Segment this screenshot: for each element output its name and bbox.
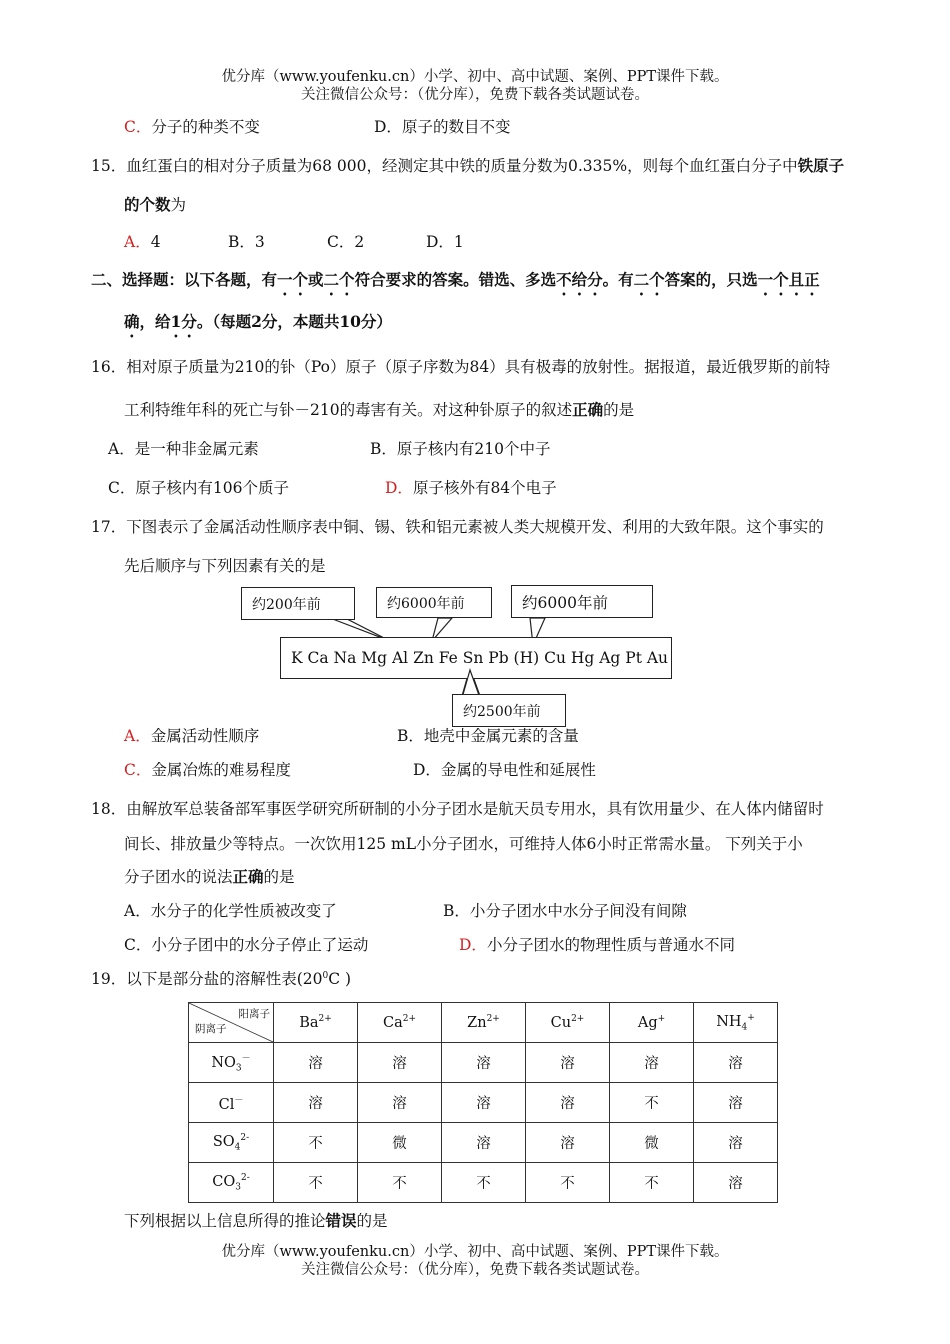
table-cell: 不 — [610, 1083, 694, 1123]
table-row — [189, 1123, 778, 1163]
q14-option-c: C．分子的种类不变 — [124, 118, 260, 136]
anion-header: $CO_3^{2-}$ — [189, 1163, 274, 1203]
cation-header: $Cu^{2+}$ — [526, 1003, 610, 1043]
table-cell: 溶 — [442, 1123, 526, 1163]
table-cell: 溶 — [274, 1043, 358, 1083]
callout-6000-years-b: 约6000年前 — [511, 585, 653, 618]
callout-6000-years-a: 约6000年前 — [376, 587, 492, 618]
q18-stem-line3: 分子团水的说法正确的是 — [124, 867, 295, 886]
cation-header: $Ba^{2+}$ — [274, 1003, 358, 1043]
q16-stem-line2: 工利特维年科的死亡与钋－210的毒害有关。对这种钋原子的叙述正确的是 — [124, 400, 635, 419]
table-cell: 不 — [274, 1123, 358, 1163]
table-row — [189, 1083, 778, 1123]
anion-header: Cl－ — [189, 1083, 274, 1123]
q17-option-b: B．地壳中金属元素的含量 — [397, 727, 579, 745]
table-corner-cell — [189, 1003, 274, 1043]
table-cell: 溶 — [526, 1123, 610, 1163]
solubility-table — [188, 1002, 778, 1203]
q15-stem-line2: 的个数为 — [124, 195, 187, 214]
page-header-line2: 关注微信公众号：（优分库），免费下载各类试题试卷。 — [301, 87, 649, 103]
q18-option-d: D．小分子团水的物理性质与普通水不同 — [459, 936, 735, 954]
page-footer-line1: 优分库（www.youfenku.cn）小学、初中、高中试题、案例、PPT课件下载。 — [221, 1244, 729, 1260]
q15-option-c: C．2 — [327, 233, 365, 251]
q16-option-d: D．原子核外有84个电子 — [385, 479, 557, 497]
table-cell: 溶 — [610, 1043, 694, 1083]
q17-stem-line1: 17．下图表示了金属活动性顺序表中铜、锡、铁和铝元素被人类大规模开发、利用的大致年限。这个事实的 — [91, 518, 824, 536]
cation-header: $NH_4^+$ — [694, 1003, 778, 1043]
table-row — [189, 1043, 778, 1083]
q15-option-b: B．3 — [228, 233, 265, 251]
q14-option-d: D．原子的数目不变 — [374, 118, 511, 136]
anion-header: $NO_3^-$ — [189, 1043, 274, 1083]
page-header-line1: 优分库（www.youfenku.cn）小学、初中、高中试题、案例、PPT课件下载。 — [221, 69, 729, 85]
q18-option-b: B．小分子团水中水分子间没有间隙 — [443, 902, 687, 920]
table-cell: 不 — [442, 1163, 526, 1203]
q15-stem-line1: 15．血红蛋白的相对分子质量为68 000，经测定其中铁的质量分数为0.335%，则每个血红蛋白分子中铁原子 — [91, 156, 845, 175]
table-cell: 溶 — [358, 1083, 442, 1123]
q17-option-d: D．金属的导电性和延展性 — [413, 761, 596, 779]
q19-stem: 19．以下是部分盐的溶解性表($20^0C$ ) — [91, 970, 352, 988]
q16-option-b: B．原子核内有210个中子 — [370, 440, 551, 458]
table-cell: 不 — [358, 1163, 442, 1203]
q16-stem-line1: 16．相对原子质量为210的钋（Po）原子（原子序数为84）具有极毒的放射性。据报道，最近俄罗斯的前特 — [91, 358, 831, 376]
table-cell: 溶 — [274, 1083, 358, 1123]
table-cell: 溶 — [358, 1043, 442, 1083]
table-row — [189, 1163, 778, 1203]
q16-option-a: A．是一种非金属元素 — [108, 440, 259, 458]
corner-cation-label: 阳离子 — [238, 1008, 270, 1020]
metal-activity-series: K Ca Na Mg Al Zn Fe Sn Pb (H) Cu Hg Ag Pt Au — [280, 637, 672, 679]
q18-stem-line2: 间长、排放量少等特点。一次饮用125 mL小分子团水，可维持人体6小时正常需水量。 下列关于小 — [124, 835, 803, 853]
table-cell: 溶 — [694, 1163, 778, 1203]
q18-option-c: C．小分子团中的水分子停止了运动 — [124, 936, 369, 954]
table-header-row — [189, 1003, 778, 1043]
q15-option-a: A．4 — [124, 233, 161, 251]
page-footer-line2: 关注微信公众号：（优分库），免费下载各类试题试卷。 — [301, 1262, 649, 1278]
cation-header: $Zn^{2+}$ — [442, 1003, 526, 1043]
anion-header: $SO_4^{2-}$ — [189, 1123, 274, 1163]
cation-header: $Ca^{2+}$ — [358, 1003, 442, 1043]
table-cell: 溶 — [442, 1043, 526, 1083]
q18-option-a: A．水分子的化学性质被改变了 — [124, 902, 337, 920]
q17-stem-line2: 先后顺序与下列因素有关的是 — [124, 557, 326, 575]
callout-200-years: 约200年前 — [241, 587, 355, 620]
table-cell: 不 — [526, 1163, 610, 1203]
q17-option-a: A．金属活动性顺序 — [124, 727, 260, 745]
corner-anion-label: 阴离子 — [195, 1023, 227, 1035]
table-cell: 溶 — [694, 1123, 778, 1163]
cation-header: Ag+ — [610, 1003, 694, 1043]
q18-stem-line1: 18．由解放军总装备部军事医学研究所研制的小分子团水是航天员专用水，具有饮用量少、在人体内储留时 — [91, 800, 824, 818]
table-cell: 不 — [274, 1163, 358, 1203]
q16-option-c: C．原子核内有106个质子 — [108, 479, 289, 497]
table-cell: 微 — [610, 1123, 694, 1163]
q19-followup: 下列根据以上信息所得的推论错误的是 — [124, 1211, 388, 1230]
q17-option-c: C．金属冶炼的难易程度 — [124, 761, 291, 779]
table-cell: 微 — [358, 1123, 442, 1163]
callout-2500-years: 约2500年前 — [452, 694, 566, 727]
table-cell: 溶 — [526, 1043, 610, 1083]
q15-option-d: D．1 — [426, 233, 464, 251]
table-cell: 不 — [610, 1163, 694, 1203]
table-cell: 溶 — [526, 1083, 610, 1123]
section2-heading-line2: 确，给1分。（每题2分，本题共10分） — [124, 312, 392, 331]
table-cell: 溶 — [694, 1043, 778, 1083]
table-cell: 溶 — [442, 1083, 526, 1123]
section2-heading-line1: 二、选择题：以下各题，有一个或二个符合要求的答案。错选、多选不给分。有二个答案的，只选一个且正 — [91, 270, 820, 289]
table-cell: 溶 — [694, 1083, 778, 1123]
